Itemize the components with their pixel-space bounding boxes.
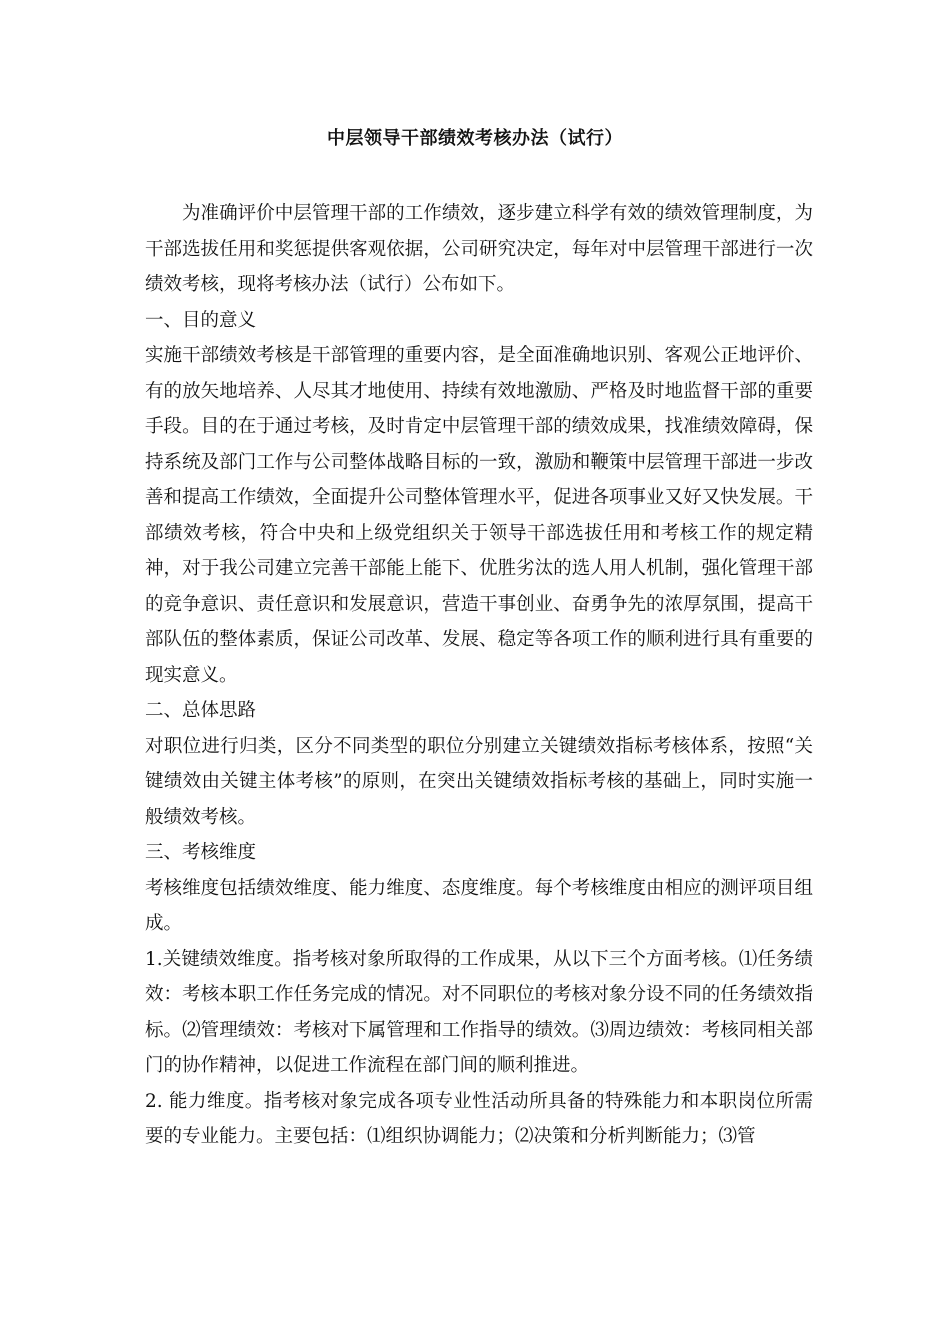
document-title: 中层领导干部绩效考核办法（试行） [327, 128, 623, 149]
intro-paragraph: 为准确评价中层管理干部的工作绩效，逐步建立科学有效的绩效管理制度，为干部选拔任用和奖惩提供客观依据，公司研究决定，每年对中层管理干部进行一次绩效考核，现将考核办法（试行）公布如下。 [145, 203, 813, 295]
document-body [145, 196, 813, 1155]
paragraph-dimensions-overview: 考核维度包括绩效维度、能力维度、态度维度。每个考核维度由相应的测评项目组成。 [145, 877, 813, 934]
paragraph-ability-dimension: 2. 能力维度。指考核对象完成各项专业性活动所具备的特殊能力和本职岗位所需要的专业能力。主要包括：⑴组织协调能力；⑵决策和分析判断能力；⑶管 [145, 1090, 813, 1147]
section-heading-approach: 二、总体思路 [145, 700, 257, 721]
paragraph-approach: 对职位进行归类，区分不同类型的职位分别建立关键绩效指标考核体系，按照“关键绩效由关键主体考核”的原则，在突出关键绩效指标考核的基础上，同时实施一般绩效考核。 [145, 735, 813, 828]
paragraph-performance-dimension: 1.关键绩效维度。指考核对象所取得的工作成果，从以下三个方面考核。⑴任务绩效：考核本职工作任务完成的情况。对不同职位的考核对象分设不同的任务绩效指标。⑵管理绩效：考核对下属管理和工作指导的绩效。⑶周边绩效：考核同相关部门的协作精神，以促进工作流程在部门间的顺利推进。 [145, 948, 813, 1076]
paragraph-purpose: 实施干部绩效考核是干部管理的重要内容，是全面准确地识别、客观公正地评价、有的放矢地培养、人尽其才地使用、持续有效地激励、严格及时地监督干部的重要手段。目的在于通过考核，及时肯定中层管理干部的绩效成果，找准绩效障碍，保持系统及部门工作与公司整体战略目标的一致，激励和鞭策中层管理干部进一步改善和提高工作绩效，全面提升公司整体管理水平，促进各项事业又好又快发展。干部绩效考核，符合中央和上级党组织关于领导干部选拔任用和考核工作的规定精神，对于我公司建立完善干部能上能下、优胜劣汰的选人用人机制，强化管理干部的竞争意识、责任意识和发展意识，营造干事创业、奋勇争先的浓厚氛围，提高干部队伍的整体素质，保证公司改革、发展、稳定等各项工作的顺利进行具有重要的现实意义。 [145, 345, 813, 686]
section-heading-dimensions: 三、考核维度 [145, 842, 257, 863]
section-heading-purpose: 一、目的意义 [145, 309, 257, 331]
